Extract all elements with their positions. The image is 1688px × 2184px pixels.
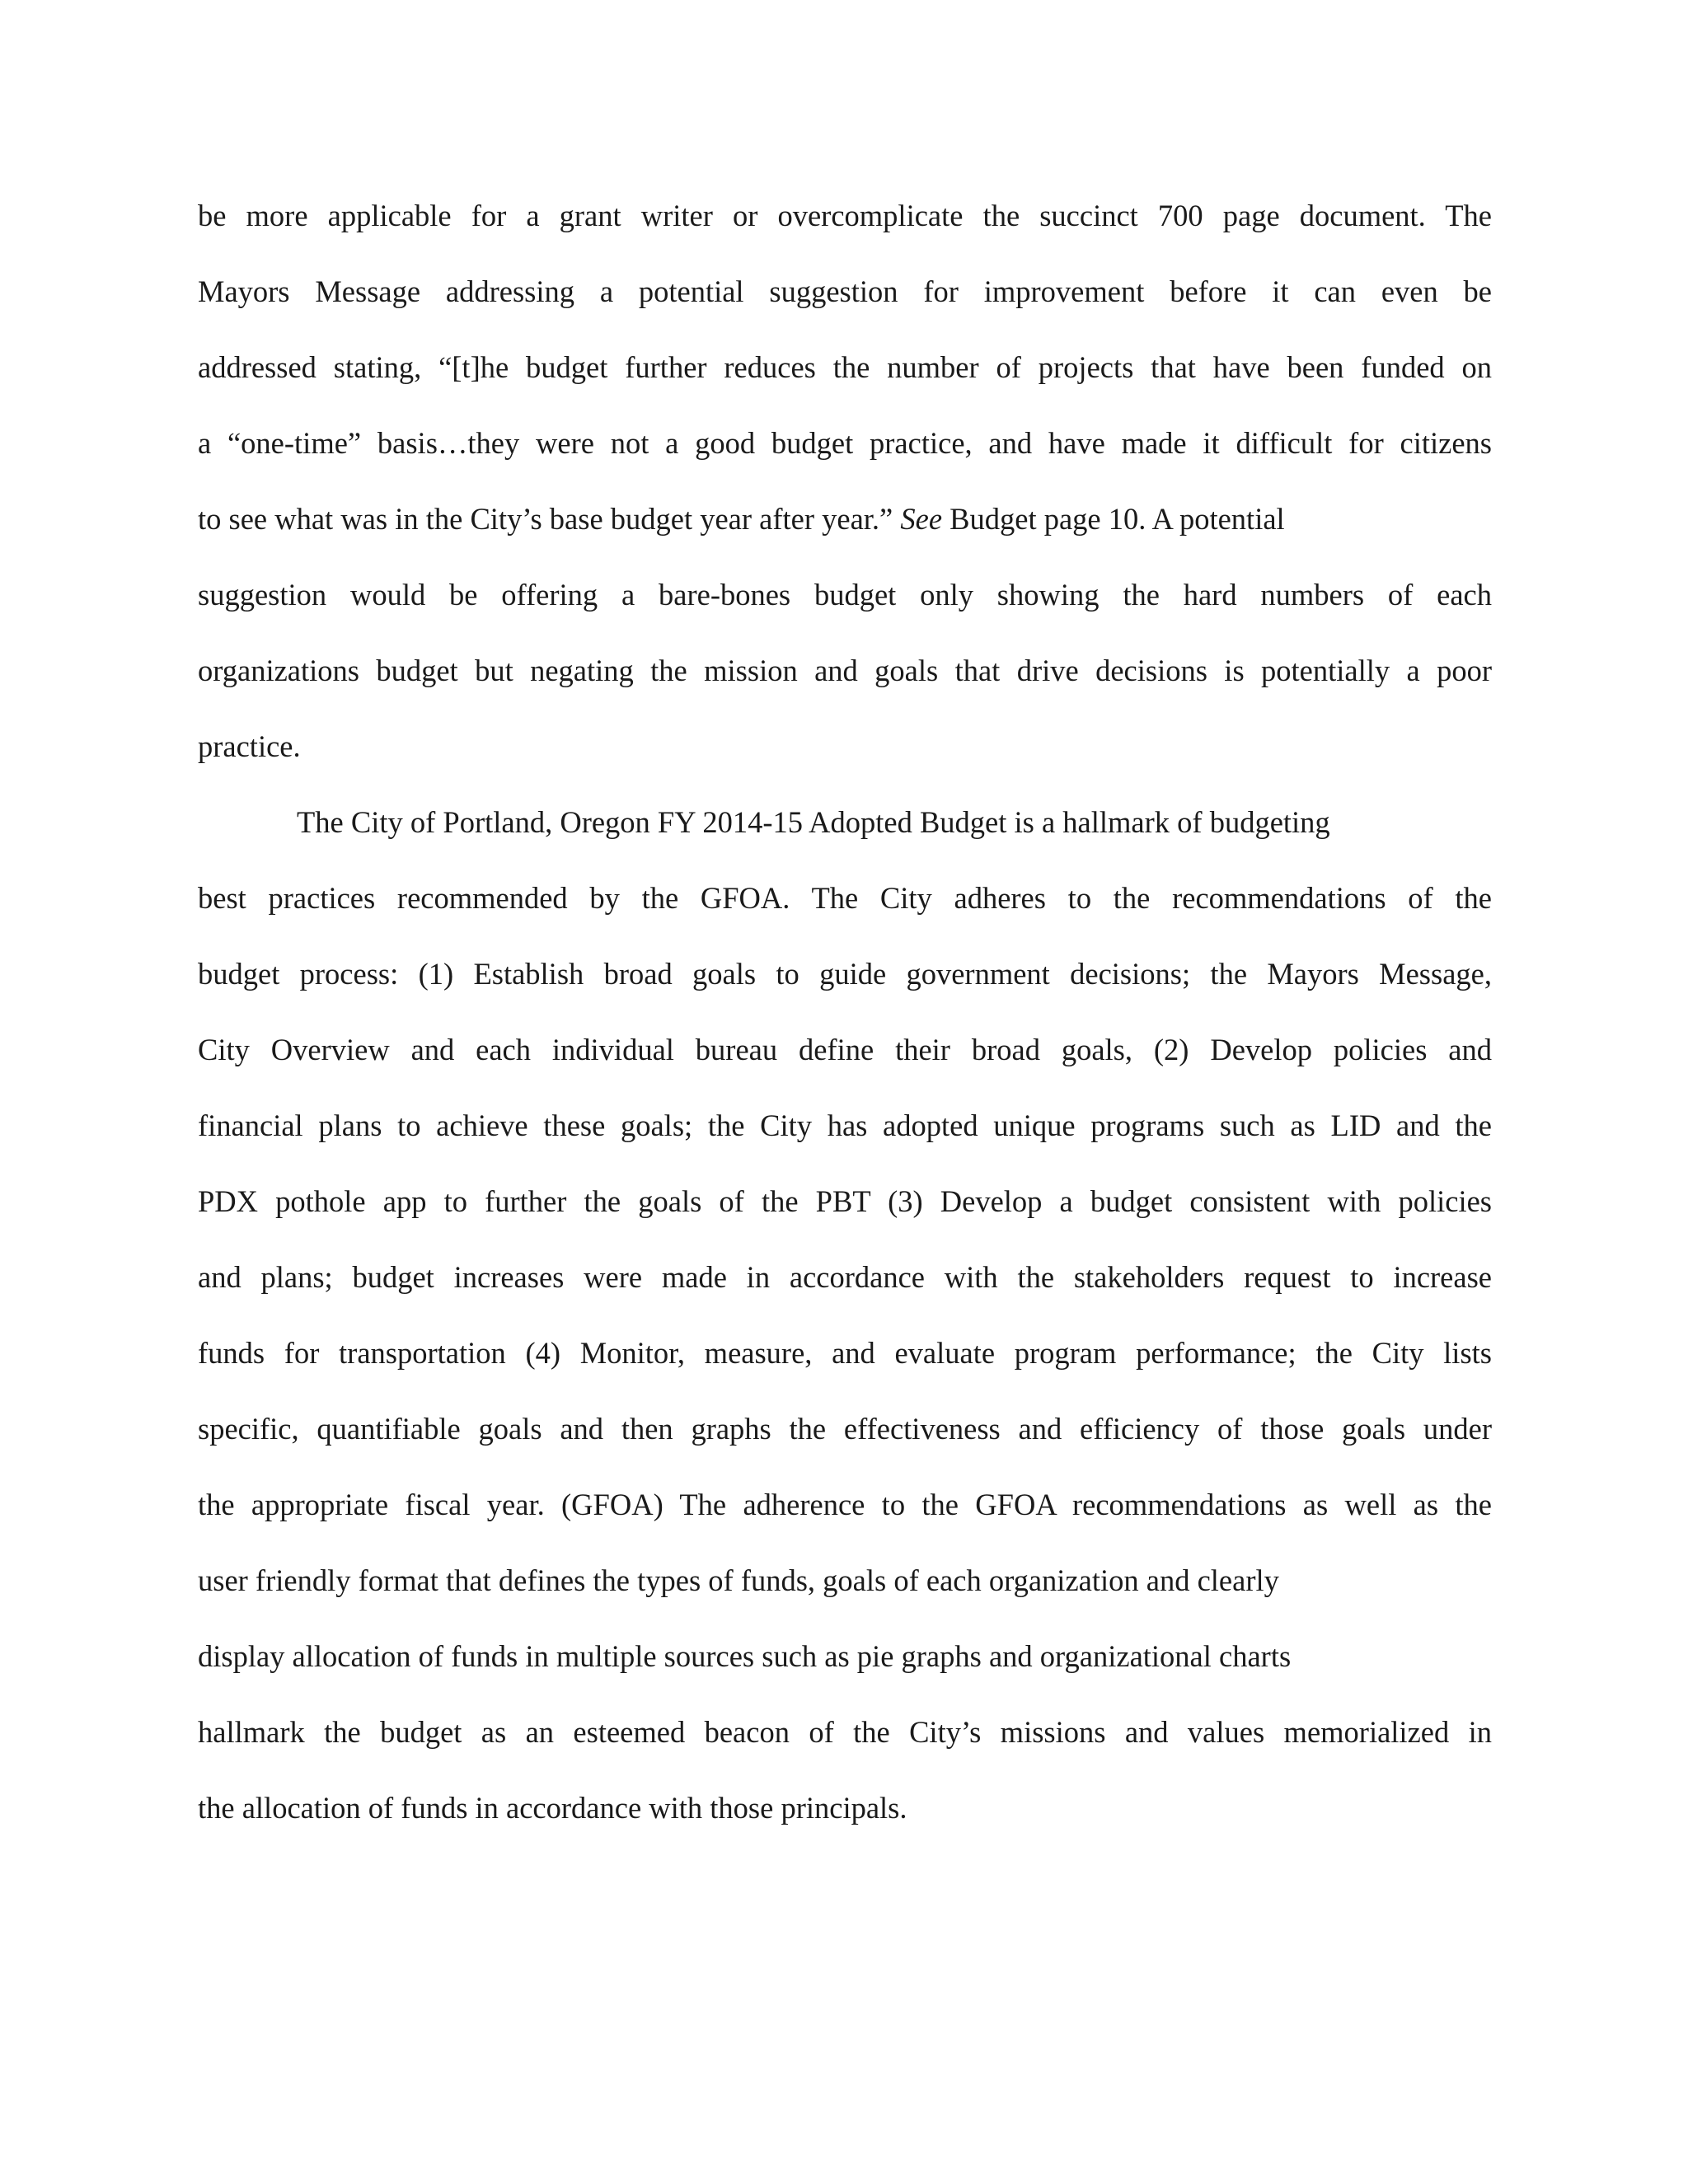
paragraph-line [198, 798, 1492, 874]
paragraph-line [198, 1556, 1492, 1632]
paragraph-line [198, 267, 1492, 343]
paragraph-line [198, 1480, 1492, 1556]
line-text: display allocation of funds in multiple sources such as pie graphs and organizational charts [198, 1639, 1292, 1673]
line-text: a “one-time” basis…they were not a good budget practice, and have made it difficult for citizens [198, 426, 1492, 460]
line-text: organizations budget but negating the mission and goals that drive decisions is potentially a poor [198, 654, 1492, 687]
paragraph-line [198, 191, 1492, 267]
line-text: addressed stating, “[t]he budget further reduces the number of projects that have been funded on [198, 350, 1492, 384]
line-text: budget process: (1) Establish broad goals to guide government decisions; the Mayors Message, [198, 957, 1492, 991]
paragraph-line [198, 646, 1492, 722]
body-text [198, 191, 1492, 1859]
paragraph-line [198, 343, 1492, 419]
line-text: Mayors Message addressing a potential suggestion for improvement before it can even be [198, 274, 1492, 308]
paragraph-line [198, 1025, 1492, 1101]
paragraph-line [198, 494, 1492, 570]
line-text: the allocation of funds in accordance with those principals. [198, 1791, 907, 1825]
line-text: the appropriate fiscal year. (GFOA) The adherence to the GFOA recommendations as well as the [198, 1488, 1492, 1521]
line-text: suggestion would be offering a bare-bones budget only showing the hard numbers of each [198, 578, 1492, 612]
paragraph-line [198, 1253, 1492, 1329]
line-text: hallmark the budget as an esteemed beacon of the City’s missions and values memorialized in [198, 1715, 1492, 1749]
line-text: PDX pothole app to further the goals of the PBT (3) Develop a budget consistent with policies [198, 1184, 1492, 1218]
line-text: financial plans to achieve these goals; the City has adopted unique programs such as LID and the [198, 1108, 1492, 1142]
paragraph-line [198, 419, 1492, 494]
paragraph-line [198, 570, 1492, 646]
line-text: best practices recommended by the GFOA. The City adheres to the recommendations of the [198, 881, 1492, 915]
paragraph-line [198, 1177, 1492, 1253]
line-text: specific, quantifiable goals and then graphs the effectiveness and efficiency of those goals under [198, 1412, 1492, 1446]
paragraph-line [198, 1783, 1492, 1859]
line-text: user friendly format that defines the types of funds, goals of each organization and clearly [198, 1563, 1279, 1597]
line-text: to see what was in the City’s base budget year after year.” [198, 502, 901, 536]
line-text: and plans; budget increases were made in accordance with the stakeholders request to increase [198, 1260, 1492, 1294]
paragraph-line [198, 722, 1492, 798]
line-text: The City of Portland, Oregon FY 2014-15 Adopted Budget is a hallmark of budgeting [297, 805, 1330, 839]
line-text: practice. [198, 729, 301, 763]
paragraph-line [198, 1708, 1492, 1783]
paragraph-line [198, 1329, 1492, 1404]
paragraph-line [198, 1632, 1492, 1708]
paragraph-line [198, 874, 1492, 949]
line-text: funds for transportation (4) Monitor, measure, and evaluate program performance; the City lists [198, 1336, 1492, 1370]
paragraph-line [198, 949, 1492, 1025]
line-text: City Overview and each individual bureau define their broad goals, (2) Develop policies and [198, 1033, 1492, 1066]
paragraph-line [198, 1404, 1492, 1480]
line-text: Budget page 10. A potential [942, 502, 1285, 536]
line-text: be more applicable for a grant writer or overcomplicate the succinct 700 page document. The [198, 199, 1492, 232]
italic-citation-signal: See [900, 502, 943, 536]
paragraph-line [198, 1101, 1492, 1177]
